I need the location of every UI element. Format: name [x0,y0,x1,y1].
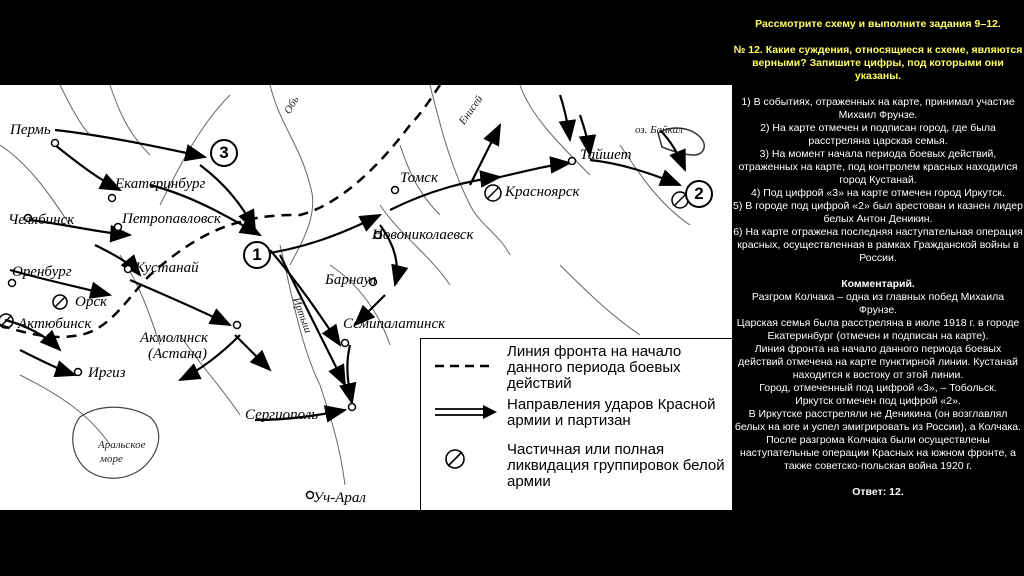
comment: Линия фронта на начало данного периода боевых действий отмечена на карте пунктирной линии. Кустанай находится к востоку от этой линии. [738,343,1018,381]
map-legend [420,338,732,510]
legend-arrow-symbol [435,405,497,419]
statement: 4) Под цифрой «3» на карте отмечен город Иркутск. [750,187,1006,199]
comment: Царская семья была расстреляна в июле 1918 г. в городе Екатеринбург (отмечен и подписан на карте). [736,317,1020,342]
label-aral-2: море [100,453,123,465]
label-baikal: оз. Байкал [635,124,683,136]
city-sergiopol: Сергиополь [245,407,319,423]
city-semipalatinsk: Семипалатинск [343,316,446,332]
city-akmolinsk: Акмолинск [140,330,209,346]
city-perm: Пермь [10,122,51,138]
statement: 6) На карте отражена последняя наступательная операция красных, осуществленная в рамках Гражданской войны в России. [733,226,1023,264]
marker-2: 2 [685,180,713,208]
city-taishet: Тайшет [580,147,632,163]
comment: В Иркутске расстреляли не Деникина (он возглавлял белых на юге и успел эмигрировать из России), а Колчака. [734,408,1022,433]
label-ob: Обь [281,94,302,117]
comment: Город, отмеченный под цифрой «3», – Тобольск. [759,382,997,394]
comment: После разгрома Колчака были осуществлены наступательные операции Красных на южном фронте, а также советско-польская война 1920 г. [740,434,1016,472]
city-barnaul: Барнаул [325,272,377,288]
city-tomsk: Томск [400,170,438,186]
city-orenburg: Оренбург [12,264,72,280]
statement: 3) На момент начала периода боевых действий, отраженных на карте, под контролем красных находился город Кустанай. [738,148,1018,186]
label-irtysh: Иртыш [290,295,314,335]
answer: Ответ: 12. [852,486,904,498]
comment: Разгром Колчака – одна из главных побед Михаила Фрунзе. [751,291,1005,316]
city-aktyubinsk: Актюбинск [18,316,92,332]
civil-war-map [0,85,732,510]
comment: Иркутск отмечен под цифрой «2». [795,395,961,407]
comment-label: Комментарий. [841,278,915,290]
city-ekaterinburg: Екатеринбург [115,176,206,192]
statement: 2) На карте отмечен и подписан город, где была расстреляна царская семья. [760,122,996,147]
legend-liquidation: Частичная или полная ликвидация группировок белой армии [507,441,725,490]
legend-dash-symbol [435,361,495,371]
panel-title: Рассмотрите схему и выполните задания 9–12. [755,18,1001,30]
legend-front-line: Линия фронта на начало данного периода боевых действий [507,343,682,392]
city-irgiz: Иргиз [88,365,126,381]
legend-directions: Направления ударов Красной армии и партизан [507,396,716,429]
statement: 1) В событиях, отраженных на карте, принимал участие Михаил Фрунзе. [741,96,1015,121]
label-enisei: Енисей [456,93,486,128]
city-uch-aral: Уч-Арал [313,490,366,506]
city-krasnoyarsk: Красноярск [505,184,580,200]
city-orsk: Орск [75,294,108,310]
question: № 12. Какие суждения, относящиеся к схеме, являются верными? Запишите цифры, под которыми они указаны. [733,44,1023,82]
task-panel [732,18,1024,558]
city-astana: (Астана) [148,346,208,362]
city-novonikolaevsk: Новониколаевск [372,227,474,243]
marker-1: 1 [243,241,271,269]
city-kustanai: Кустанай [135,260,199,276]
label-aral-1: Аральское [98,439,146,451]
statement: 5) В городе под цифрой «2» был арестован и казнен лидер белых Антон Деникин. [733,200,1023,225]
legend-crossed-circle-symbol [435,447,475,471]
city-chelyabinsk: Челябинск [8,212,75,228]
marker-3: 3 [210,139,238,167]
city-petropavlovsk: Петропавловск [122,211,221,227]
